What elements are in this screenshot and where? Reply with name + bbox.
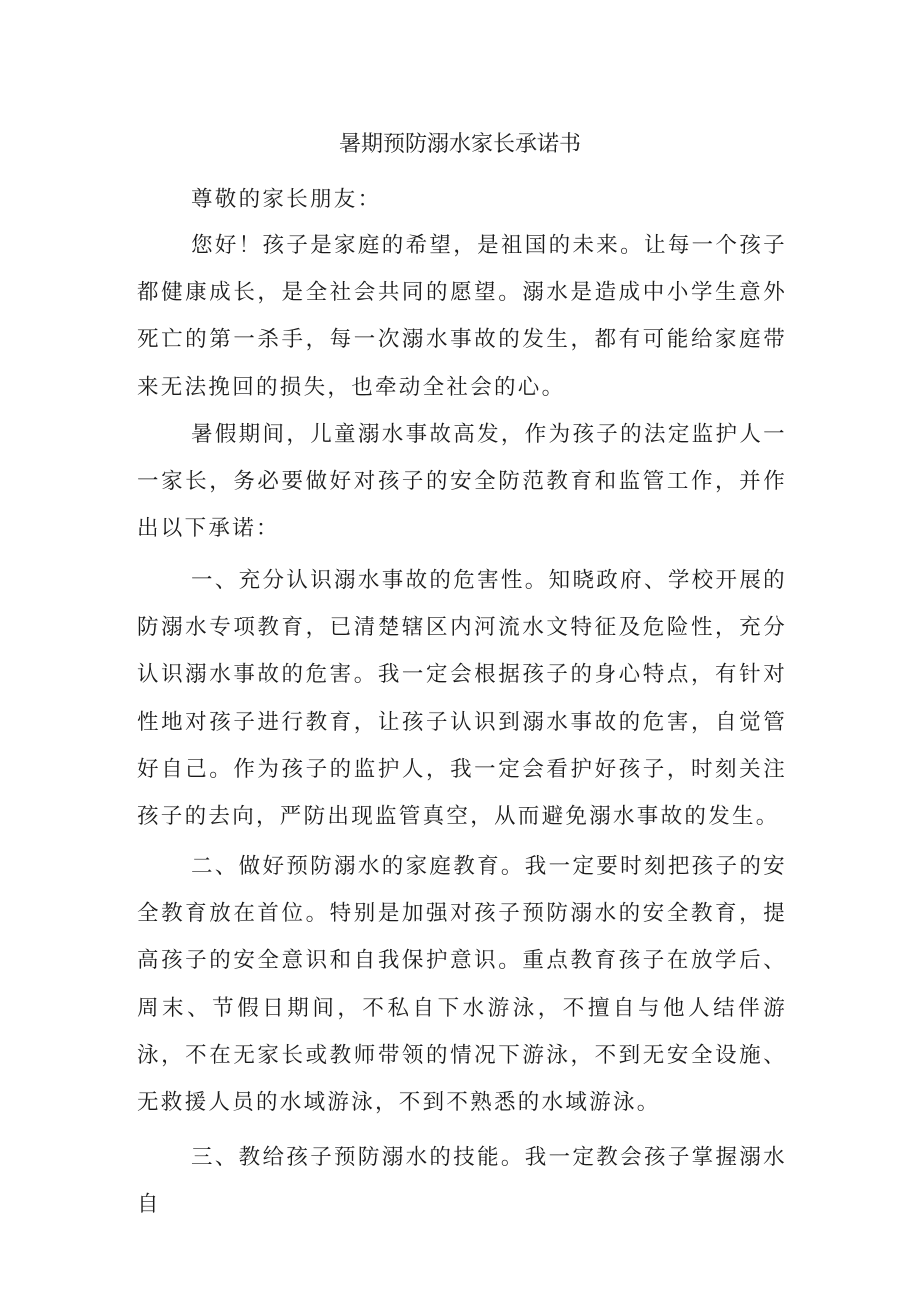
- paragraph-item-3: 三、教给孩子预防溺水的技能。我一定教会孩子掌握溺水自: [137, 1145, 787, 1218]
- paragraph-summer-risk: 暑假期间，儿童溺水事故高发，作为孩子的法定监护人一一家长，务必要做好对孩子的安全防范教育和监管工作，并作出以下承诺：: [137, 422, 787, 542]
- salutation: 尊敬的家长朋友：: [191, 187, 382, 212]
- paragraph-greeting: 您好！孩子是家庭的希望，是祖国的未来。让每一个孩子都健康成长，是全社会共同的愿望。溺水是造成中小学生意外死亡的第一杀手，每一次溺水事故的发生，都有可能给家庭带来无法挽回的损失，也牵动全社会的心。: [137, 233, 787, 400]
- paragraph-item-1: 一、充分认识溺水事故的危害性。知晓政府、学校开展的防溺水专项教育，已清楚辖区内河流水文特征及危险性，充分认识溺水事故的危害。我一定会根据孩子的身心特点，有针对性地对孩子进行教育，让孩子认识到溺水事故的危害，自觉管好自己。作为孩子的监护人，我一定会看护好孩子，时刻关注孩子的去向，严防出现监管真空，从而避免溺水事故的发生。: [137, 568, 787, 830]
- document-title: 暑期预防溺水家长承诺书: [338, 132, 581, 157]
- paragraph-item-2: 二、做好预防溺水的家庭教育。我一定要时刻把孩子的安全教育放在首位。特别是加强对孩子预防溺水的安全教育，提高孩子的安全意识和自我保护意识。重点教育孩子在放学后、周末、节假日期间，不私自下水游泳，不擅自与他人结伴游泳，不在无家长或教师带领的情况下游泳，不到无安全设施、无救援人员的水域游泳，不到不熟悉的水域游泳。: [137, 854, 787, 1116]
